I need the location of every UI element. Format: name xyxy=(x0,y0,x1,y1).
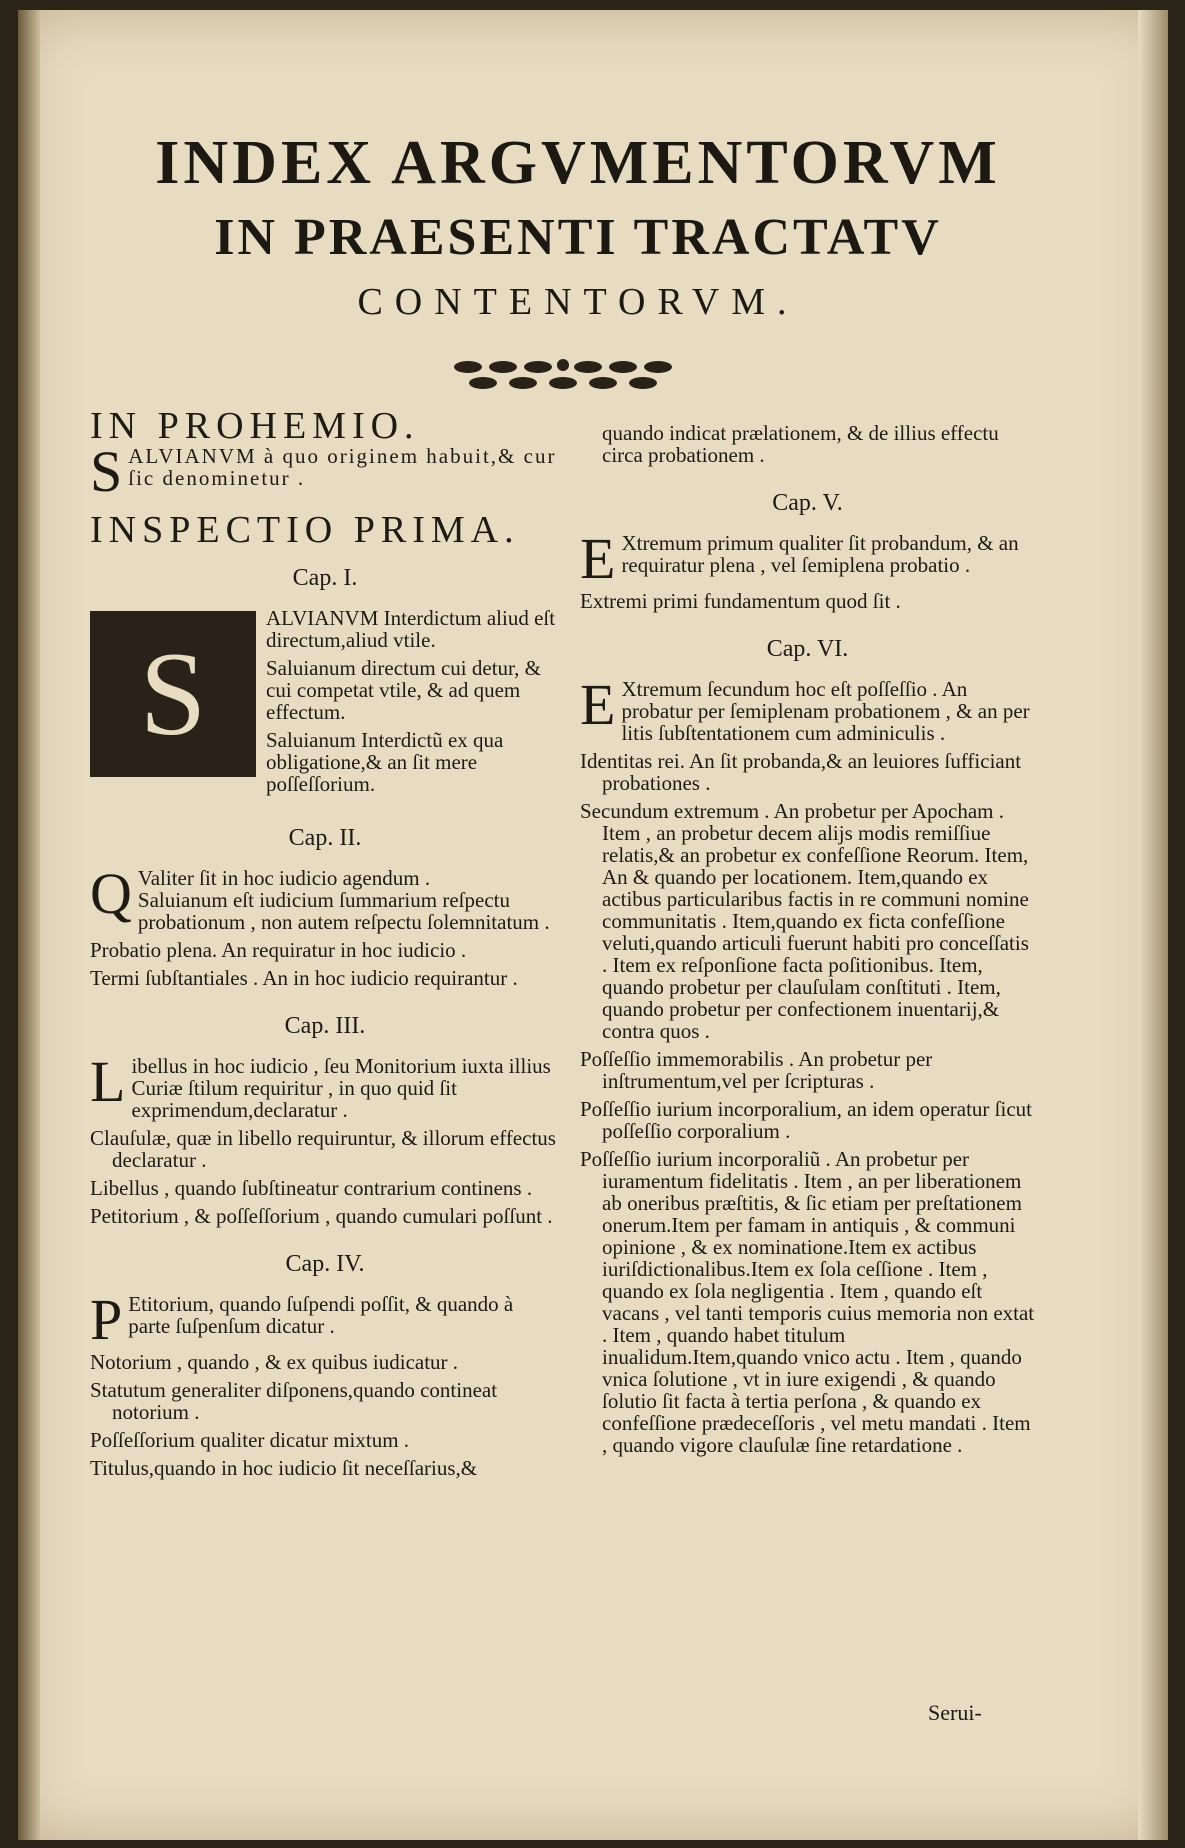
section-heading-inspectio: INSPECTIO PRIMA. xyxy=(90,509,520,551)
title-line-3: CONTENTORVM. xyxy=(357,281,799,323)
chapter-heading: Cap. V. xyxy=(772,490,843,516)
list-item: Statutum generaliter diſponens,quando contineat notorium . xyxy=(90,1378,498,1424)
entry-text: Saluianum Interdictũ ex qua obligatione,& an ſit mere poſſeſſorium. xyxy=(266,728,504,796)
continued-entry: quando indicat prælationem, & de illius effectu circa probationem . xyxy=(602,421,999,467)
drop-cap: S xyxy=(90,439,123,504)
list-item xyxy=(90,1049,560,1122)
chapter-6-entries xyxy=(580,672,1035,1457)
list-item xyxy=(90,861,560,934)
entry-text: Valiter ſit in hoc iudicio agendum . xyxy=(137,866,431,890)
chapter-heading: Cap. IV. xyxy=(285,1251,365,1277)
drop-cap: Q xyxy=(90,861,132,926)
list-item: Clauſulæ, quæ in libello requiruntur, & illorum effectus declaratur . xyxy=(90,1126,556,1172)
decorated-initial: S xyxy=(90,611,256,777)
entry-text: Saluianum eſt iudicium ſummarium reſpectu probationum , non autem reſpectu ſolemnitatum . xyxy=(137,888,550,934)
list-item: Poſſeſſio iurium incorporaliũ . An probetur per iuramentum fidelitatis . Item , an per liberationem ab oneribus præſtitis, & ſic etiam per preſtationem onerum.Item per famam in antiquis , & communi opinione , & ex nominatione.Item ex actibus iuriſdictionalibus.Item ex ſola ceſſione . Item , quando ex ſola negligentia . Item , quando eſt vacans , vel tanti temporis cuius memoria non extat . Item , quando habet titulum inualidum.Item,quando vnico actu . Item , quando vnica ſolutione , vt in iure exigendi , & quando ſolutio ſit facta à tertia perſona , & quando ex confeſſione prædeceſſoris , vel metu mandati . Item , quando vigore clauſulæ ſine retardatione . xyxy=(580,1147,1035,1457)
ornament-icon xyxy=(448,355,678,393)
book-page xyxy=(18,10,1168,1840)
list-item: Probatio plena. An requiratur in hoc iudicio . xyxy=(90,938,467,962)
page-edge xyxy=(1138,10,1168,1840)
drop-cap: P xyxy=(90,1287,123,1352)
prohemio-entry xyxy=(90,439,560,504)
entry-text: Xtremum ſecundum hoc eſt poſſeſſio . An probatur per ſemiplenam probationem , & an per litis ſubſtentationem cum adminiculis . xyxy=(621,677,1030,745)
list-item xyxy=(580,526,1035,591)
list-item: Termi ſubſtantiales . An in hoc iudicio requirantur . xyxy=(90,966,518,990)
list-item xyxy=(90,1287,560,1352)
list-item: Libellus , quando ſubſtineatur contrarium continens . xyxy=(90,1176,533,1200)
list-item: Titulus,quando in hoc iudicio ſit neceſſarius,& xyxy=(90,1456,478,1480)
chapter-1-entries xyxy=(90,607,560,801)
title-line-1: INDEX ARGVMENTORVM xyxy=(155,129,1001,197)
chapter-5-entries xyxy=(580,526,1035,613)
right-column xyxy=(580,422,1035,1462)
entry-text: Xtremum primum qualiter ſit probandum, & an requiratur plena , vel ſemiplena probatio . xyxy=(621,531,1019,577)
section-heading-prohemio: IN PROHEMIO. xyxy=(90,405,420,447)
entry-text: Etitorium, quando ſuſpendi poſſit, & quando à parte ſuſpenſum dicatur . xyxy=(128,1292,514,1338)
title-line-2: IN PRAESENTI TRACTATV xyxy=(214,209,942,266)
list-item: Poſſeſſio immemorabilis . An probetur per inſtrumentum,vel per ſcripturas . xyxy=(580,1047,933,1093)
list-item: Petitorium , & poſſeſſorium , quando cumulari poſſunt . xyxy=(90,1204,553,1228)
list-item: Notorium , quando , & ex quibus iudicatur . xyxy=(90,1350,459,1374)
list-item: Poſſeſſorium qualiter dicatur mixtum . xyxy=(90,1428,410,1452)
list-item: Extremi primi fundamentum quod ſit . xyxy=(580,589,901,613)
list-item: Poſſeſſio iurium incorporalium, an idem operatur ſicut poſſeſſio corporalium . xyxy=(580,1097,1032,1143)
list-item: Secundum extremum . An probetur per Apocham . Item , an probetur decem alijs modis remiſſiue relatis,& an probetur ex confeſſione Reorum. Item, An & quando per locationem. Item,quando ex actibus particularibus factis in re communi nomine communitatis . Item,quando ex ficta confeſſione veluti,quando articuli fuerunt habiti pro conceſſatis . Item ex reſponſione facta poſitionibus. Item, quando probetur per clauſulam conſtituti . Item, quando probetur per confectionem inuentarij,& contra quos . xyxy=(580,799,1029,1043)
chapter-3-entries xyxy=(90,1049,560,1228)
catchword: Serui- xyxy=(928,1700,982,1725)
binding-gutter xyxy=(18,10,40,1840)
chapter-heading: Cap. I. xyxy=(292,565,358,591)
chapter-heading: Cap. III. xyxy=(284,1013,366,1039)
entry-text: ALVIANVM Interdictum aliud eſt directum,aliud vtile. xyxy=(266,606,556,652)
entry-text: ibellus in hoc iudicio , ſeu Monitorium iuxta illius Curiæ ſtilum requiritur , in quo quid ſit exprimendum,declaratur . xyxy=(131,1054,551,1122)
chapter-2-entries xyxy=(90,861,560,990)
list-item xyxy=(580,672,1035,745)
drop-cap: E xyxy=(580,526,616,591)
drop-cap: L xyxy=(90,1049,126,1114)
chapter-heading: Cap. II. xyxy=(288,825,362,851)
chapter-4-entries xyxy=(90,1287,560,1480)
chapter-heading: Cap. VI. xyxy=(766,636,849,662)
list-item: Identitas rei. An ſit probanda,& an leuiores ſufficiant probationes . xyxy=(580,749,1022,795)
drop-cap: E xyxy=(580,672,616,737)
entry-text: Saluianum directum cui detur, & cui competat vtile, & ad quem effectum. xyxy=(266,656,542,724)
entry-text: ALVIANVM à quo originem habuit,& cur ſic denominetur . xyxy=(128,444,557,490)
left-column xyxy=(90,405,560,1485)
